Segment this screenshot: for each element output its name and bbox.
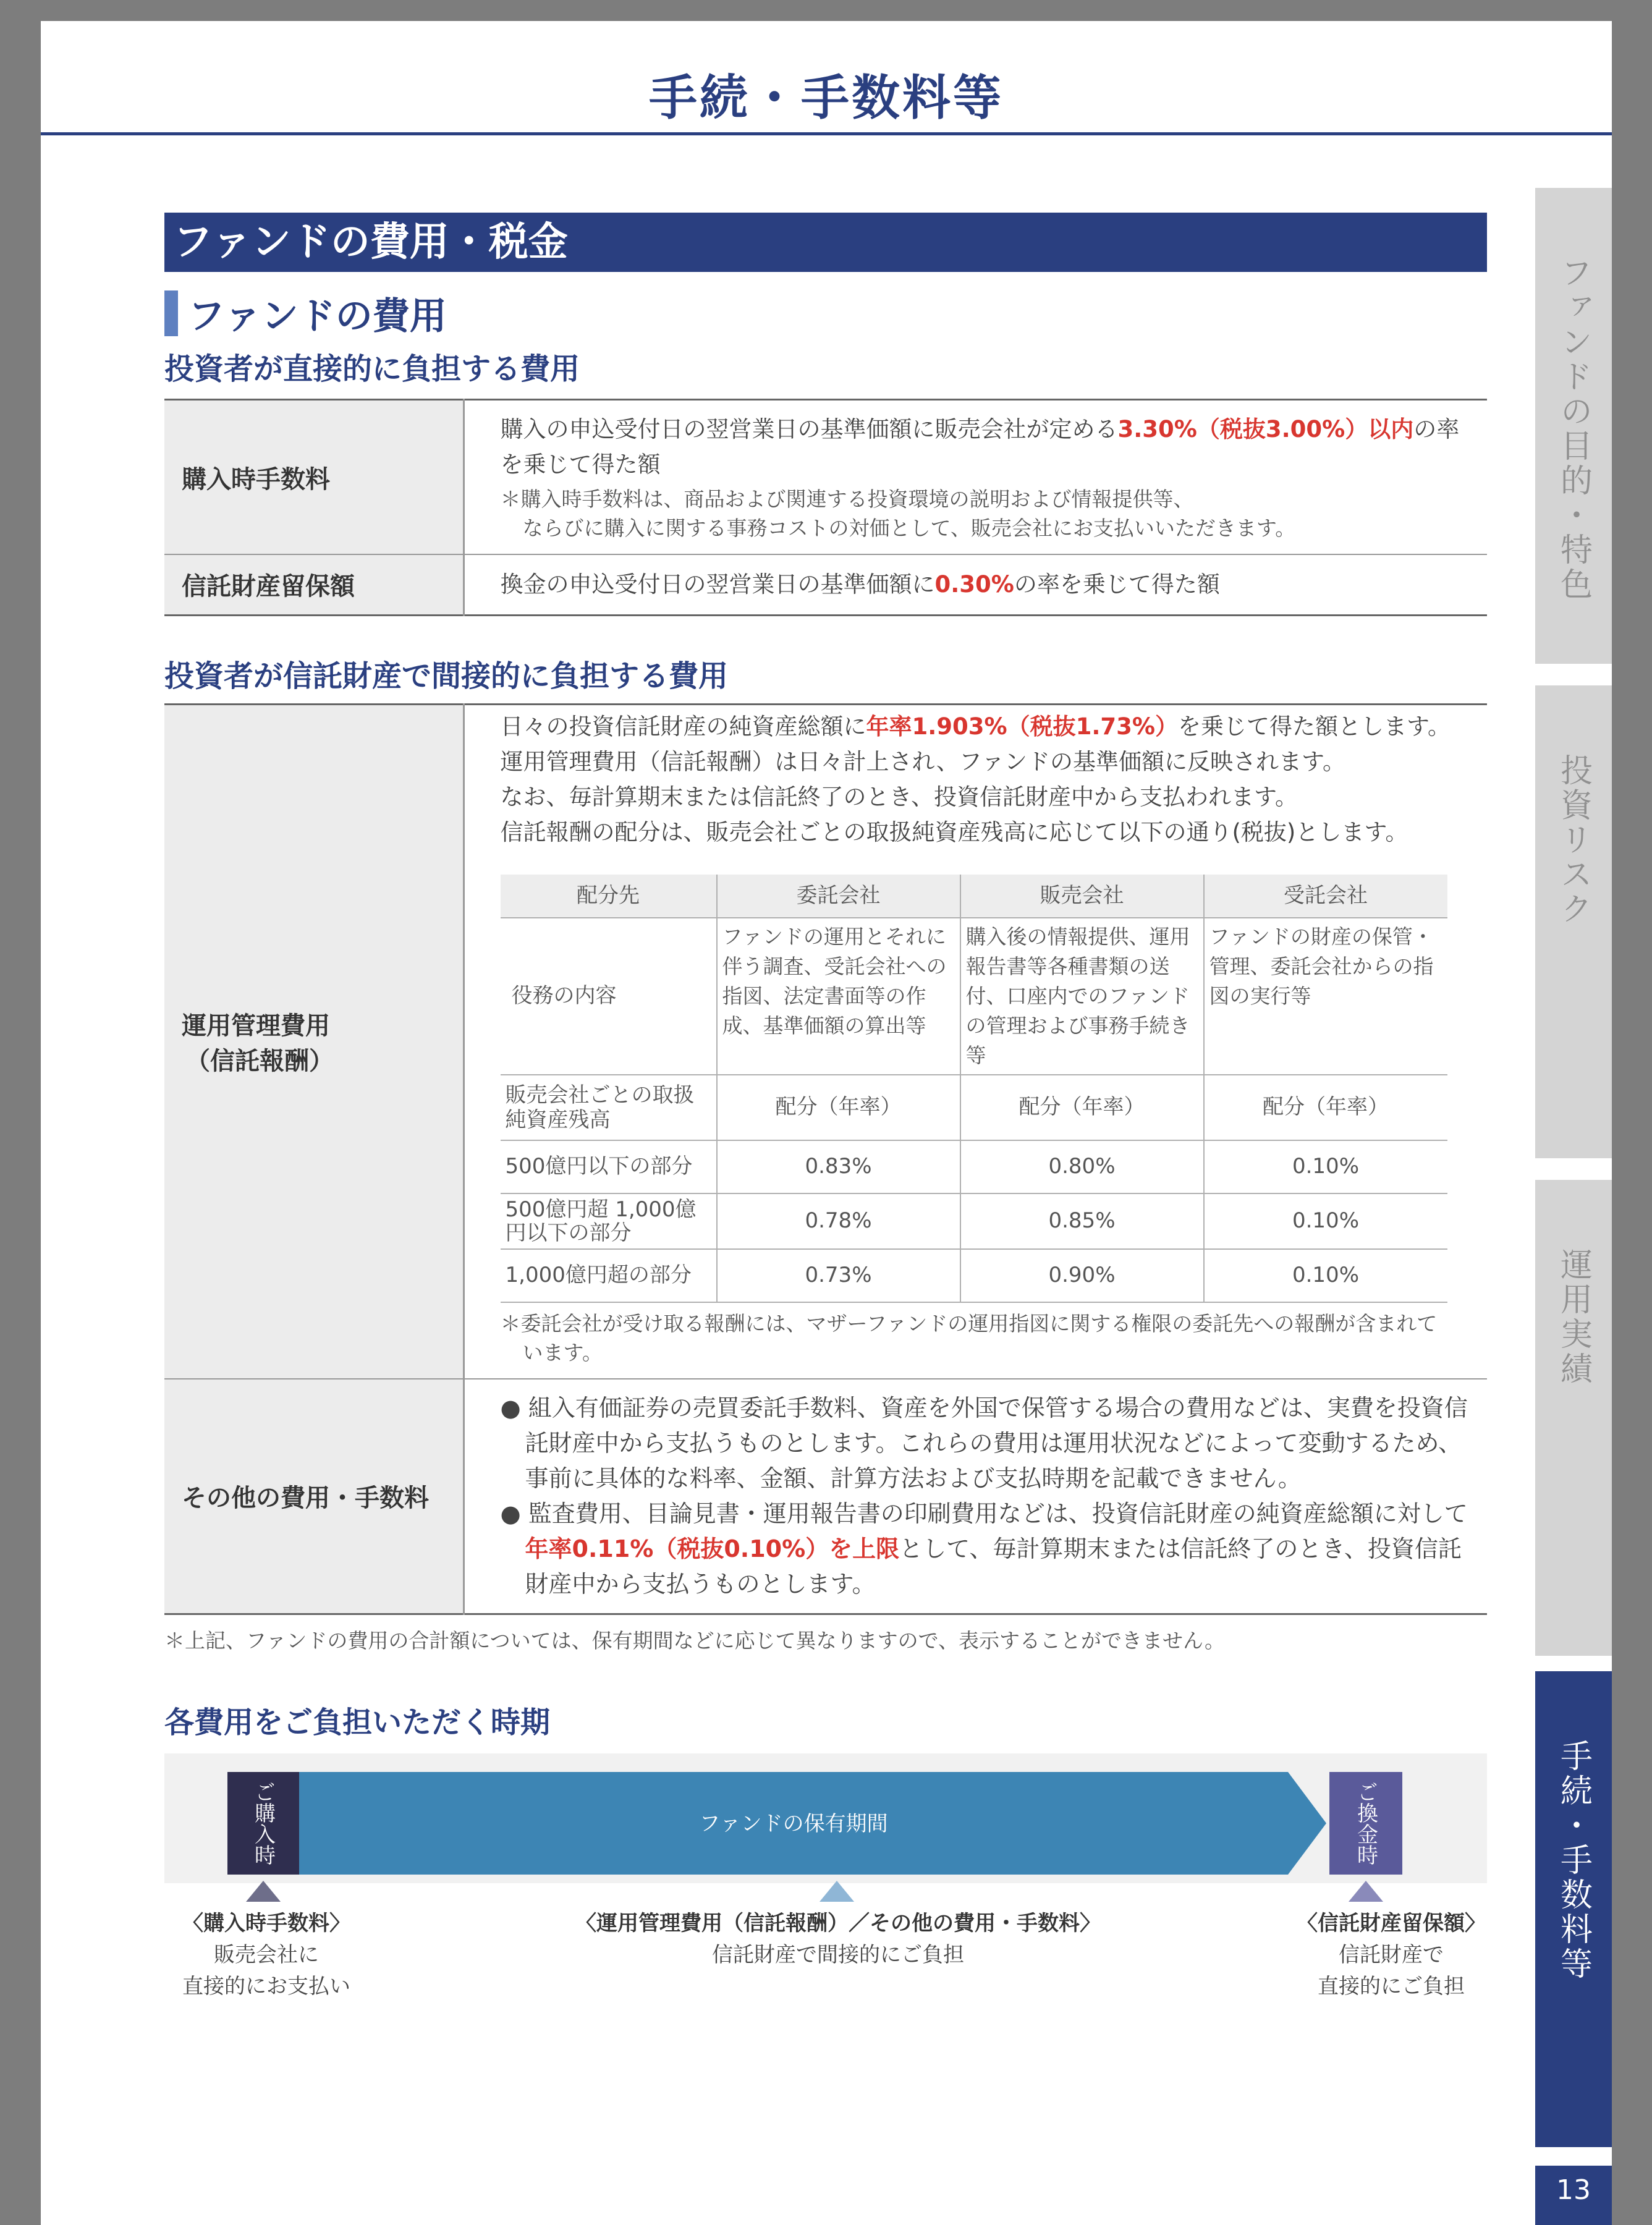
table-row bbox=[501, 1075, 1447, 1140]
table-row bbox=[501, 1249, 1447, 1302]
column-header: 受託会社 bbox=[1204, 875, 1447, 918]
highlight-rate: 年率1.903%（税抜1.73%） bbox=[866, 713, 1178, 740]
table-row bbox=[164, 1379, 1487, 1614]
table-cell: 0.83% bbox=[717, 1140, 960, 1193]
row-label: 500億円超 1,000億円以下の部分 bbox=[501, 1193, 717, 1249]
document-page bbox=[41, 21, 1612, 2225]
bullet-icon: ● bbox=[500, 1394, 528, 1422]
purchase-fee-cell bbox=[464, 400, 1487, 555]
table-cell: 配分（年率） bbox=[717, 1075, 960, 1140]
other-fees-label: その他の費用・手数料 bbox=[164, 1379, 464, 1614]
redemption-time-label: ご換金時 bbox=[1353, 1781, 1378, 1865]
holding-period-label: ファンドの保有期間 bbox=[699, 1811, 888, 1836]
column-header: 販売会社 bbox=[960, 875, 1204, 918]
reserve-cell bbox=[464, 554, 1487, 615]
table-row bbox=[164, 704, 1487, 1379]
mgmt-fee-cell bbox=[464, 704, 1487, 1379]
table-cell: 0.90% bbox=[960, 1249, 1204, 1302]
side-tab-label: ファンドの目的・特色 bbox=[1554, 256, 1592, 602]
pointer-triangle-icon bbox=[820, 1881, 854, 1902]
side-tab-procedures-fees[interactable] bbox=[1535, 1671, 1612, 2147]
direct-costs-heading: 投資者が直接的に負担する費用 bbox=[164, 352, 580, 386]
text-fragment: を乗じて得た額とします。 bbox=[1177, 713, 1451, 740]
indirect-costs-table bbox=[164, 703, 1487, 1615]
table-cell: 0.73% bbox=[717, 1249, 960, 1302]
text-fragment: の率を乗じて得た額 bbox=[1014, 571, 1220, 598]
table-row bbox=[164, 400, 1487, 555]
mgmt-fee-label-line: 運用管理費用 bbox=[182, 1012, 330, 1040]
title-rule bbox=[41, 132, 1612, 135]
allocation-table bbox=[501, 875, 1447, 1303]
text-fragment: 購入の申込受付日の翌営業日の基準価額に販売会社が定める bbox=[500, 416, 1118, 443]
indirect-fee-caption bbox=[535, 1908, 1141, 1971]
text-fragment: 換金の申込受付日の翌営業日の基準価額に bbox=[500, 571, 935, 598]
table-header-row bbox=[501, 875, 1447, 918]
table-row bbox=[501, 1140, 1447, 1193]
text-fragment: 組入有価証券の売買委託手数料、資産を外国で保管する場合の費用などは、実費を投資信託財産中から支払うものとします。これらの費用は運用状況などによって変動するため、事前に具体的な料率、金額、計算方法および支払時期を記載できません。 bbox=[525, 1394, 1468, 1492]
mgmt-fee-line-2: 運用管理費用（信託報酬）は日々計上され、ファンドの基準価額に反映されます。 bbox=[500, 748, 1346, 775]
main-content bbox=[164, 213, 1487, 2001]
indirect-costs-heading: 投資者が信託財産で間接的に負担する費用 bbox=[164, 658, 729, 693]
heading-marker bbox=[164, 290, 178, 336]
highlight-rate: 年率0.11%（税抜0.10%）を上限 bbox=[525, 1535, 900, 1562]
sub-heading bbox=[164, 290, 1487, 336]
table-row bbox=[501, 1193, 1447, 1249]
redemption-time-box bbox=[1329, 1772, 1402, 1875]
other-fees-bullet-2 bbox=[501, 1496, 1470, 1602]
column-header: 委託会社 bbox=[717, 875, 960, 918]
page-title: 手続・手数料等 bbox=[648, 70, 1004, 126]
row-label: 販売会社ごとの取扱純資産残高 bbox=[501, 1075, 717, 1140]
caption-line: 直接的にお支払い bbox=[182, 1973, 350, 1999]
sub-heading-text: ファンドの費用 bbox=[188, 295, 447, 338]
other-fees-cell bbox=[464, 1379, 1487, 1614]
caption-title bbox=[1289, 1908, 1493, 1939]
table-row bbox=[164, 554, 1487, 615]
text-fragment: の率を乗じて得た額 bbox=[500, 416, 1460, 478]
direct-costs-table bbox=[164, 399, 1487, 616]
row-label: 500億円以下の部分 bbox=[501, 1140, 717, 1193]
table-cell: 購入後の情報提供、運用報告書等各種書類の送付、口座内でのファンドの管理および事務手続き等 bbox=[960, 918, 1204, 1075]
table-cell: 配分（年率） bbox=[960, 1075, 1204, 1140]
column-header: 配分先 bbox=[501, 875, 717, 918]
side-tab-fund-objective[interactable] bbox=[1535, 188, 1612, 664]
table-cell: 0.10% bbox=[1204, 1140, 1447, 1193]
caption-line: 信託財産で bbox=[1339, 1942, 1444, 1967]
table-cell: 0.10% bbox=[1204, 1193, 1447, 1249]
mgmt-fee-line-3: なお、毎計算期末または信託終了のとき、投資信託財産中から支払われます。 bbox=[500, 783, 1298, 810]
row-label: 役務の内容 bbox=[501, 918, 717, 1075]
caption-title-text: 〈運用管理費用（信託報酬）／その他の費用・手数料〉 bbox=[575, 1910, 1101, 1936]
caption-line: 直接的にご負担 bbox=[1318, 1973, 1465, 1999]
purchase-fee-caption bbox=[164, 1908, 368, 2002]
text-fragment: 監査費用、目論見書・運用報告書の印刷費用などは、投資信託財産の純資産総額に対して bbox=[528, 1499, 1468, 1527]
reserve-label: 信託財産留保額 bbox=[164, 554, 464, 615]
caption-line: 販売会社に bbox=[214, 1942, 319, 1967]
table-row bbox=[501, 918, 1447, 1075]
timing-heading: 各費用をご負担いただく時期 bbox=[164, 1705, 551, 1740]
table-cell: 0.78% bbox=[717, 1193, 960, 1249]
purchase-fee-label: 購入時手数料 bbox=[164, 400, 464, 555]
side-tab-label: 運用実績 bbox=[1554, 1248, 1592, 1386]
mgmt-fee-label-line: （信託報酬） bbox=[185, 1047, 334, 1075]
text-fragment: 日々の投資信託財産の純資産総額に bbox=[500, 713, 866, 740]
pointer-triangle-icon bbox=[246, 1881, 281, 1902]
other-fees-bullet-1 bbox=[501, 1391, 1470, 1496]
section-title: ファンドの費用・税金 bbox=[164, 213, 1487, 272]
caption-title bbox=[535, 1908, 1141, 1939]
table-cell: 0.10% bbox=[1204, 1249, 1447, 1302]
bullet-icon: ● bbox=[500, 1499, 528, 1527]
mgmt-fee-line-4: 信託報酬の配分は、販売会社ごとの取扱純資産残高に応じて以下の通り(税抜)とします。 bbox=[500, 818, 1408, 846]
pointer-triangle-icon bbox=[1349, 1881, 1383, 1902]
table-cell: 0.80% bbox=[960, 1140, 1204, 1193]
caption-title-text: 〈信託財産留保額〉 bbox=[1297, 1910, 1486, 1936]
reserve-caption bbox=[1289, 1908, 1493, 2002]
mgmt-fee-note: ＊委託会社が受け取る報酬には、マザーファンドの運用指図に関する権限の委託先への報酬が含まれています。 bbox=[500, 1311, 1438, 1365]
side-tab-investment-risk[interactable] bbox=[1535, 685, 1612, 1158]
purchase-fee-note-2: ならびに購入に関する事務コストの対価として、販売会社にお支払いいただきます。 bbox=[522, 516, 1296, 540]
purchase-fee-text bbox=[501, 412, 1470, 482]
side-tab-label: 投資リスク bbox=[1554, 753, 1592, 926]
mgmt-fee-line-1 bbox=[501, 709, 1470, 744]
row-label: 1,000億円超の部分 bbox=[501, 1249, 717, 1302]
caption-line: 信託財産で間接的にご負担 bbox=[712, 1942, 964, 1967]
highlight-rate: 0.30% bbox=[934, 571, 1014, 598]
table-cell: ファンドの運用とそれに伴う調査、受託会社への指図、法定書面等の作成、基準価額の算出等 bbox=[717, 918, 960, 1075]
side-tab-performance[interactable] bbox=[1535, 1180, 1612, 1656]
table-cell: 0.85% bbox=[960, 1193, 1204, 1249]
cost-footnote: ＊上記、ファンドの費用の合計額については、保有期間などに応じて異なりますので、表示することができません。 bbox=[164, 1628, 1225, 1653]
caption-title bbox=[164, 1908, 368, 1939]
cost-timing-diagram bbox=[164, 1753, 1487, 2001]
table-cell: ファンドの財産の保管・管理、委託会社からの指図の実行等 bbox=[1204, 918, 1447, 1075]
purchase-fee-note-1: ＊購入時手数料は、商品および関連する投資環境の説明および情報提供等、 bbox=[500, 487, 1194, 511]
purchase-time-label: ご購入時 bbox=[250, 1781, 276, 1865]
text-fragment: として、毎計算期末または信託終了のとき、投資信託財産中から支払うものとします。 bbox=[525, 1535, 1462, 1598]
mgmt-fee-label bbox=[164, 704, 464, 1379]
highlight-rate: 3.30%（税抜3.00%）以内 bbox=[1117, 416, 1414, 443]
caption-title-text: 〈購入時手数料〉 bbox=[182, 1910, 350, 1936]
table-cell: 配分（年率） bbox=[1204, 1075, 1447, 1140]
purchase-time-box bbox=[227, 1772, 299, 1875]
side-tab-label: 手続・手数料等 bbox=[1554, 1739, 1592, 1981]
page-number: 13 bbox=[1535, 2166, 1612, 2225]
